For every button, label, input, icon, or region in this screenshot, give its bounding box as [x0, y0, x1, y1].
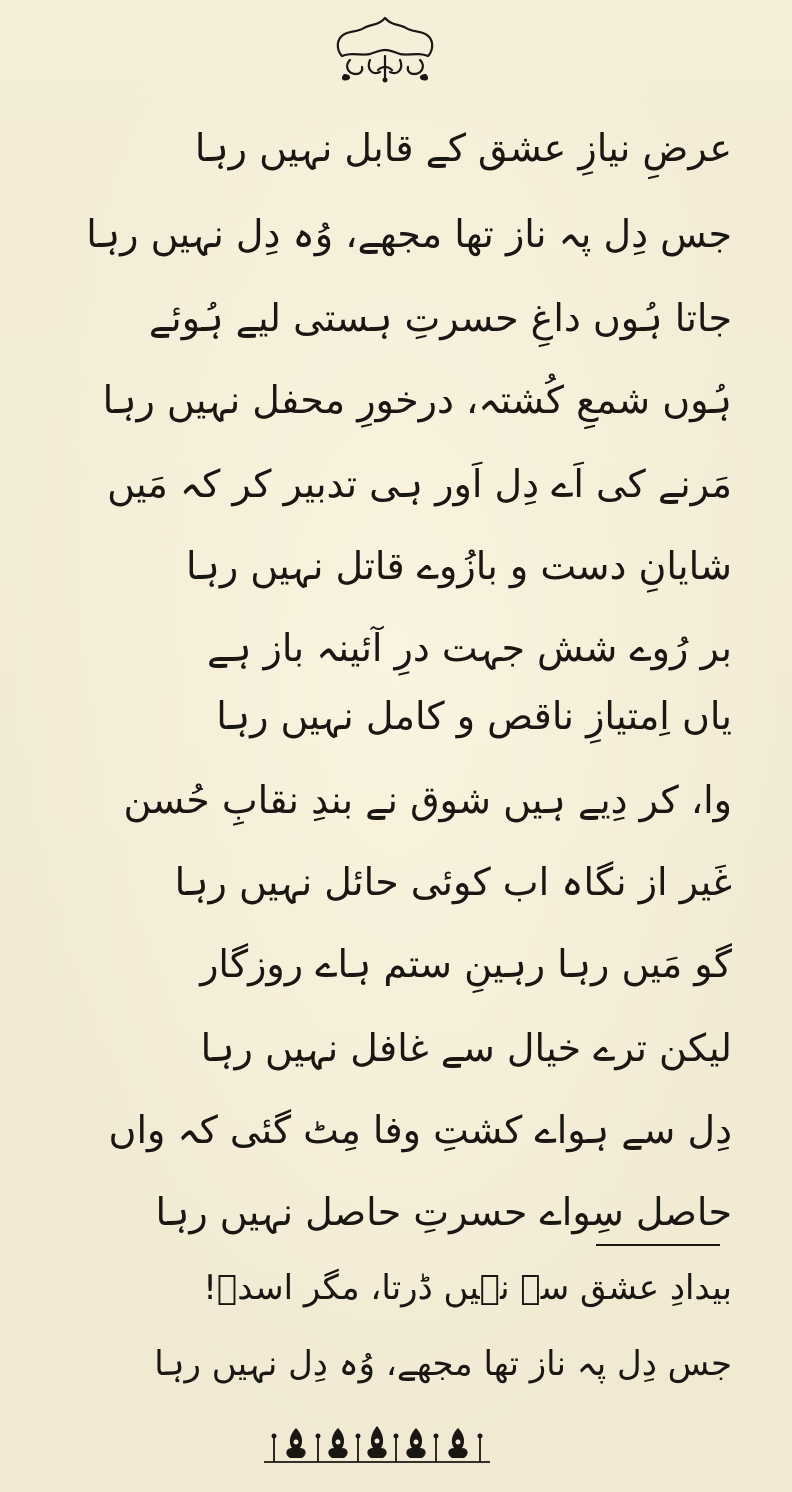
poem-line-3: جاتا ہُوں داغِ حسرتِ ہستی لیے ہُوئے — [148, 296, 732, 340]
poem-line-15: بیدادِ عشق سے نہیں ڈرتا، مگر اسدؔ! — [203, 1268, 732, 1308]
poem-line-8: یاں اِمتیازِ ناقص و کامل نہیں رہا — [216, 694, 732, 738]
poem-line-13: دِل سے ہواے کشتِ وفا مِٹ گئی کہ واں — [108, 1108, 732, 1152]
poem-line-11: گو مَیں رہا رہینِ ستم ہاے روزگار — [200, 942, 732, 986]
poem-line-5: مَرنے کی اَے دِل اَور ہی تدبیر کر کہ مَیں — [107, 462, 732, 506]
poem-line-16: جس دِل پہ ناز تھا مجھے، وُہ دِل نہیں رہا — [154, 1344, 732, 1384]
poem-line-6: شایانِ دست و بازُوے قاتل نہیں رہا — [185, 544, 732, 588]
floral-border-icon — [262, 1418, 492, 1470]
floral-crest-icon — [330, 14, 440, 84]
takhallus-overline — [596, 1244, 720, 1246]
poem-line-14: حاصل سِواے حسرتِ حاصل نہیں رہا — [155, 1190, 732, 1234]
poem-line-7: بر رُوے شش جہت درِ آئینہ باز ہے — [206, 626, 732, 670]
poem-line-4: ہُوں شمعِ کُشتہ، درخورِ محفل نہیں رہا — [102, 378, 732, 422]
poem-line-12: لیکن ترے خیال سے غافل نہیں رہا — [200, 1026, 732, 1070]
poem-line-1: عرضِ نیازِ عشق کے قابل نہیں رہا — [194, 126, 732, 170]
poem-line-9: وا، کر دِیے ہیں شوق نے بندِ نقابِ حُسن — [123, 778, 732, 822]
poem-line-10: غَیر از نگاہ اب کوئی حائل نہیں رہا — [174, 860, 732, 904]
poem-line-2: جس دِل پہ ناز تھا مجھے، وُہ دِل نہیں رہا — [86, 212, 732, 256]
